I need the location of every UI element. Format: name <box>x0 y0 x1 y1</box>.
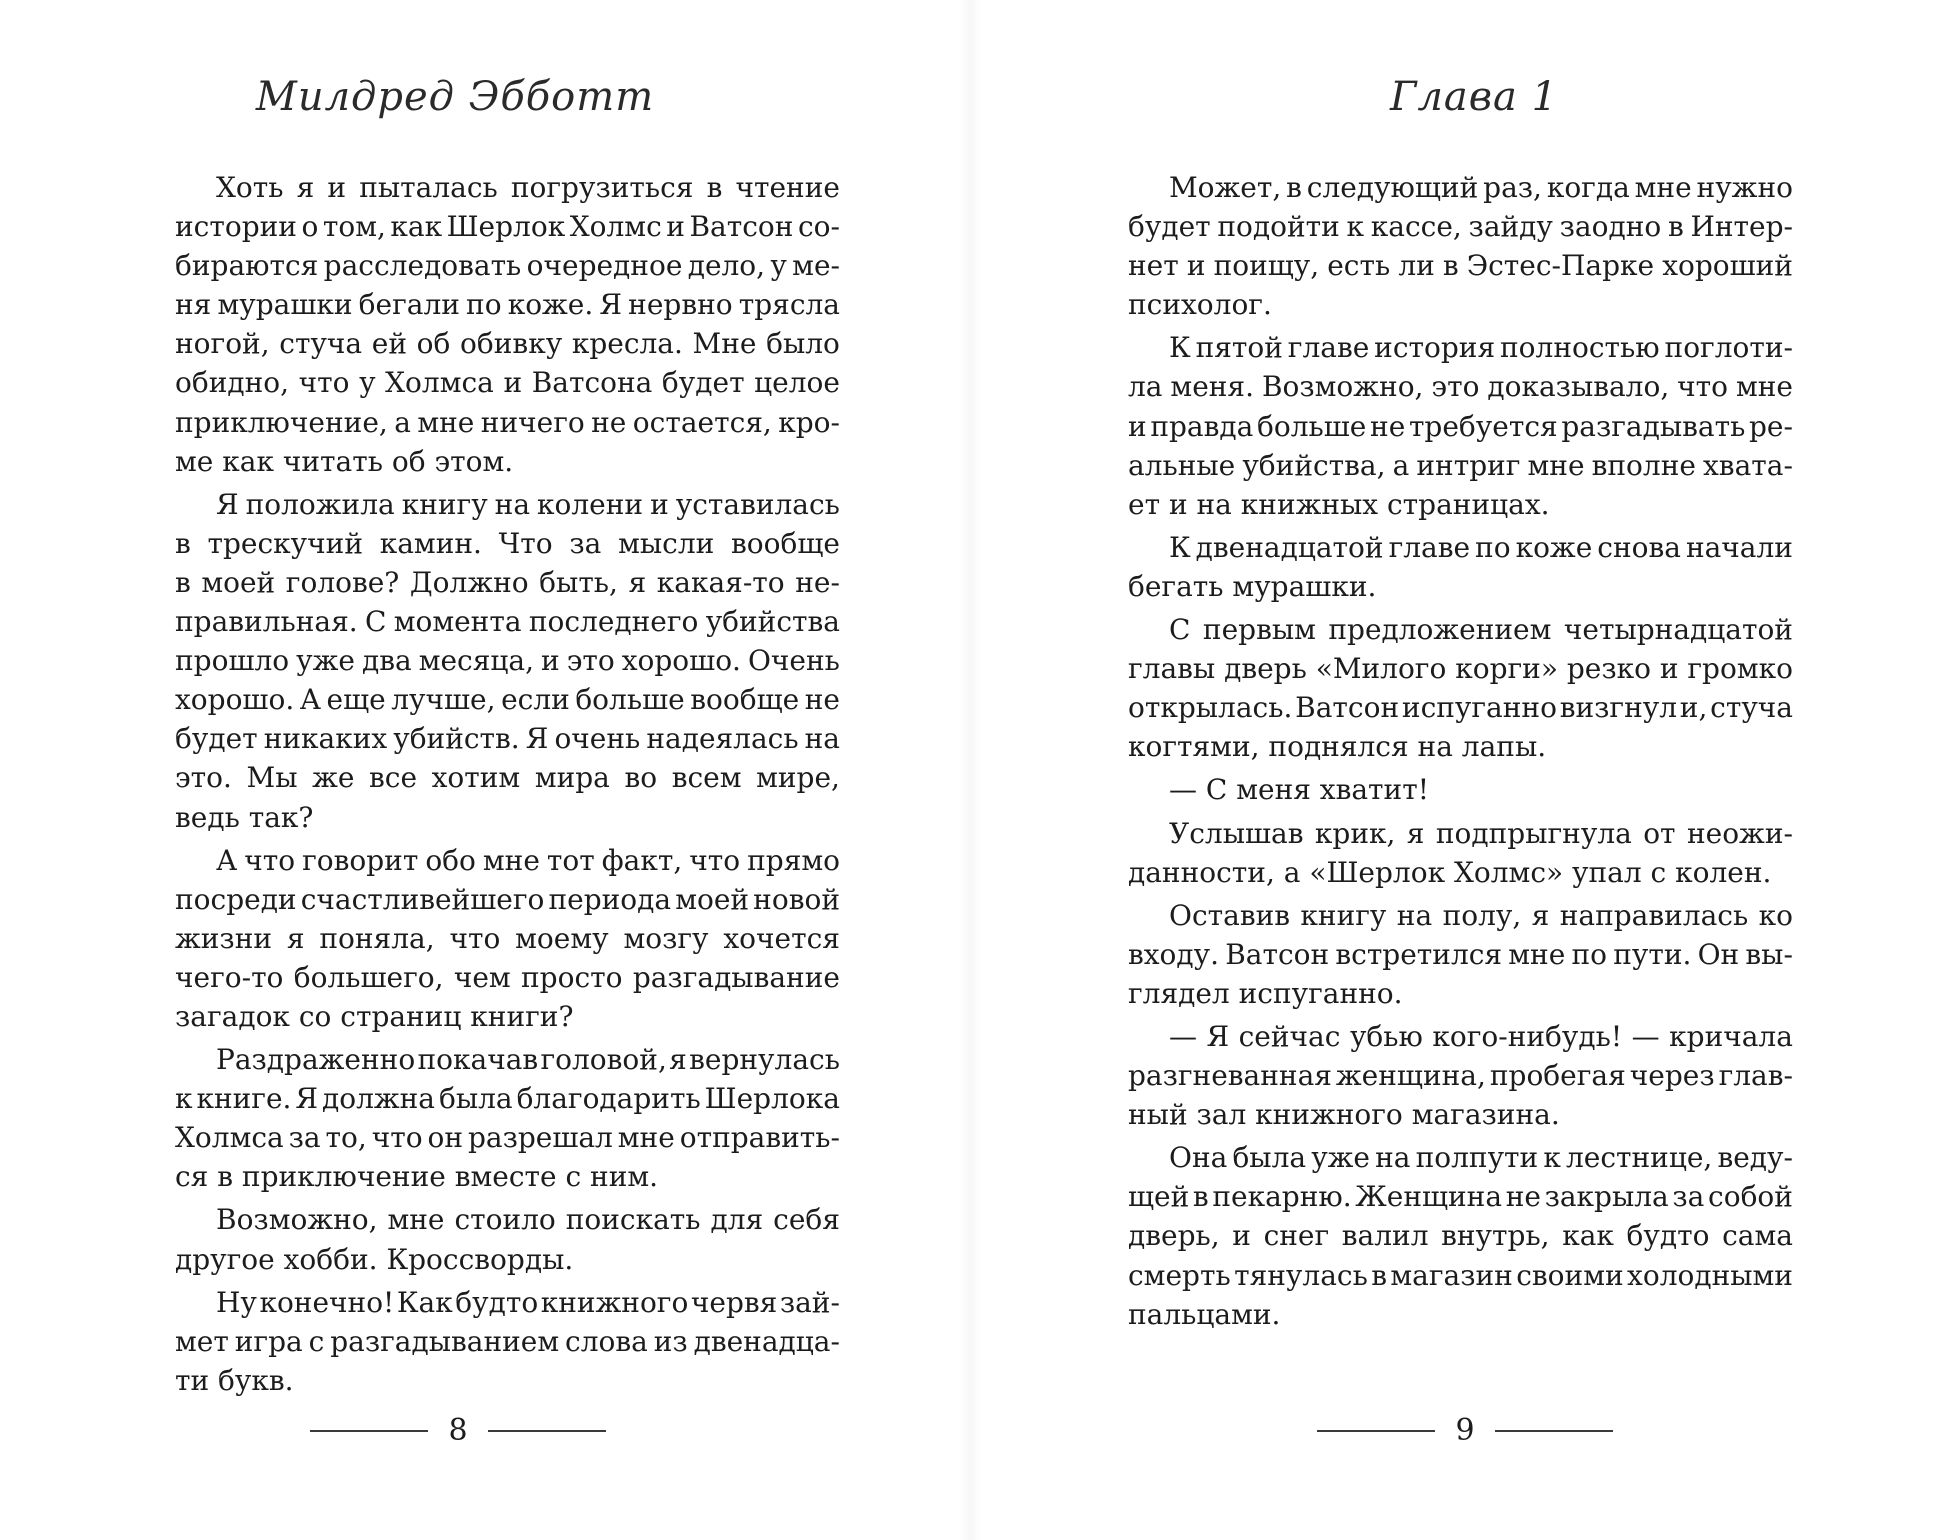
running-head-chapter: Глава 1 <box>1389 74 1559 120</box>
text-line: разгневанная женщина, пробегая через глав- <box>1128 1059 1793 1093</box>
page-folio-left <box>0 1413 943 1448</box>
text-line: данности, а «Шерлок Холмс» упал с колен. <box>1128 855 1772 889</box>
right-page-text <box>1128 168 1793 1334</box>
text-line: Возможно, мне стоило поискать для себя <box>216 1203 840 1237</box>
text-line: Раздраженно покачав головой, я вернулась <box>216 1043 840 1077</box>
text-line: загадок со страниц книги? <box>175 999 574 1033</box>
text-line: хорошо. А еще лучше, если больше вообще не <box>175 683 840 717</box>
text-line: это. Мы же все хотим мира во всем мире, <box>175 761 840 795</box>
text-line: — С меня хватит! <box>1169 773 1429 807</box>
right-page <box>970 0 1940 1540</box>
text-line: А что говорит обо мне тот факт, что прямо <box>216 843 840 877</box>
folio-rule <box>1317 1430 1435 1432</box>
page-number-right: 9 <box>1455 1413 1475 1448</box>
folio-rule <box>1495 1430 1613 1432</box>
text-line: пальцами. <box>1128 1297 1281 1331</box>
text-line: щей в пекарню. Женщина не закрыла за собой <box>1128 1180 1793 1214</box>
text-line: С первым предложением четырнадцатой <box>1169 613 1793 647</box>
text-line: и правда больше не требуется разгадывать ре- <box>1128 409 1793 443</box>
text-line: ти букв. <box>175 1363 294 1397</box>
text-line: посреди счастливейшего периода моей новой <box>175 882 840 916</box>
folio-rule <box>310 1430 428 1432</box>
text-line: будет никаких убийств. Я очень надеялась на <box>175 722 840 756</box>
text-line: нет и поищу, есть ли в Эстес-Парке хороший <box>1128 249 1793 283</box>
text-line: ногой, стуча ей об обивку кресла. Мне было <box>175 327 840 361</box>
text-line: к книге. Я должна была благодарить Шерлока <box>175 1082 840 1116</box>
left-page-text <box>175 168 840 1400</box>
text-line: прошло уже два месяца, и это хорошо. Очень <box>175 644 840 678</box>
text-line: Хоть я и пыталась погрузиться в чтение <box>216 171 840 204</box>
text-line: бегать мурашки. <box>1128 569 1377 603</box>
text-line: психолог. <box>1128 288 1272 322</box>
text-line: чего-то большего, чем просто разгадывание <box>175 960 840 994</box>
text-line: смерть тянулась в магазин своими холодными <box>1128 1258 1793 1292</box>
text-line: ла меня. Возможно, это доказывало, что мне <box>1128 370 1793 404</box>
text-line: — Я сейчас убью кого-нибудь! — кричала <box>1169 1019 1793 1053</box>
text-line: истории о том, как Шерлок Холмс и Ватсон со- <box>175 210 840 244</box>
text-line: Холмса за то, что он разрешал мне отправить- <box>175 1121 840 1155</box>
text-line: Я положила книгу на колени и уставилась <box>216 487 840 521</box>
page-folio-right <box>980 1413 1940 1448</box>
text-line: ня мурашки бегали по коже. Я нервно трясла <box>175 288 840 322</box>
text-line: в моей голове? Должно быть, я какая-то не- <box>175 565 840 599</box>
text-line: ный зал книжного магазина. <box>1128 1098 1560 1132</box>
text-line: ет и на книжных страницах. <box>1128 487 1550 521</box>
page-number-left: 8 <box>448 1413 468 1448</box>
text-line: бираются расследовать очередное дело, у ме- <box>175 249 840 283</box>
running-head-author: Милдред Эбботт <box>255 74 655 120</box>
folio-rule <box>488 1430 606 1432</box>
text-line: другое хобби. Кроссворды. <box>175 1242 574 1276</box>
text-line: ведь так? <box>175 800 314 834</box>
text-line: Может, в следующий раз, когда мне нужно <box>1169 171 1793 204</box>
text-line: когтями, поднялся на лапы. <box>1128 730 1547 764</box>
text-line: ся в приключение вместе с ним. <box>175 1160 659 1194</box>
text-line: Оставив книгу на полу, я направилась ко <box>1169 898 1793 932</box>
text-line: дверь, и снег валил внутрь, как будто сама <box>1128 1219 1793 1253</box>
text-line: правильная. С момента последнего убийства <box>175 605 840 639</box>
text-line: Она была уже на полпути к лестнице, веду- <box>1169 1141 1793 1175</box>
text-line: К пятой главе история полностью поглоти- <box>1169 331 1793 365</box>
text-line: Услышав крик, я подпрыгнула от неожи- <box>1169 816 1793 850</box>
text-line: глядел испуганно. <box>1128 976 1403 1010</box>
text-line: в трескучий камин. Что за мысли вообще <box>175 526 840 560</box>
text-line: Ну конечно! Как будто книжного червя зай- <box>216 1285 840 1319</box>
text-line: жизни я поняла, что моему мозгу хочется <box>175 921 840 955</box>
text-line: К двенадцатой главе по коже снова начали <box>1169 530 1793 564</box>
text-line: мет игра с разгадыванием слова из двенадца- <box>175 1324 840 1358</box>
text-line: открылась. Ватсон испуганно визгнул и, стуча <box>1128 691 1793 725</box>
text-line: входу. Ватсон встретился мне по пути. Он вы- <box>1128 937 1793 971</box>
text-line: главы дверь «Милого корги» резко и громко <box>1128 652 1793 686</box>
text-line: обидно, что у Холмса и Ватсона будет целое <box>175 366 840 400</box>
text-line: приключение, а мне ничего не остается, кро- <box>175 405 840 439</box>
text-line: будет подойти к кассе, зайду заодно в Интер- <box>1128 210 1793 244</box>
text-line: ме как читать об этом. <box>175 444 514 478</box>
text-line: альные убийства, а интриг мне вполне хвата- <box>1128 448 1793 482</box>
